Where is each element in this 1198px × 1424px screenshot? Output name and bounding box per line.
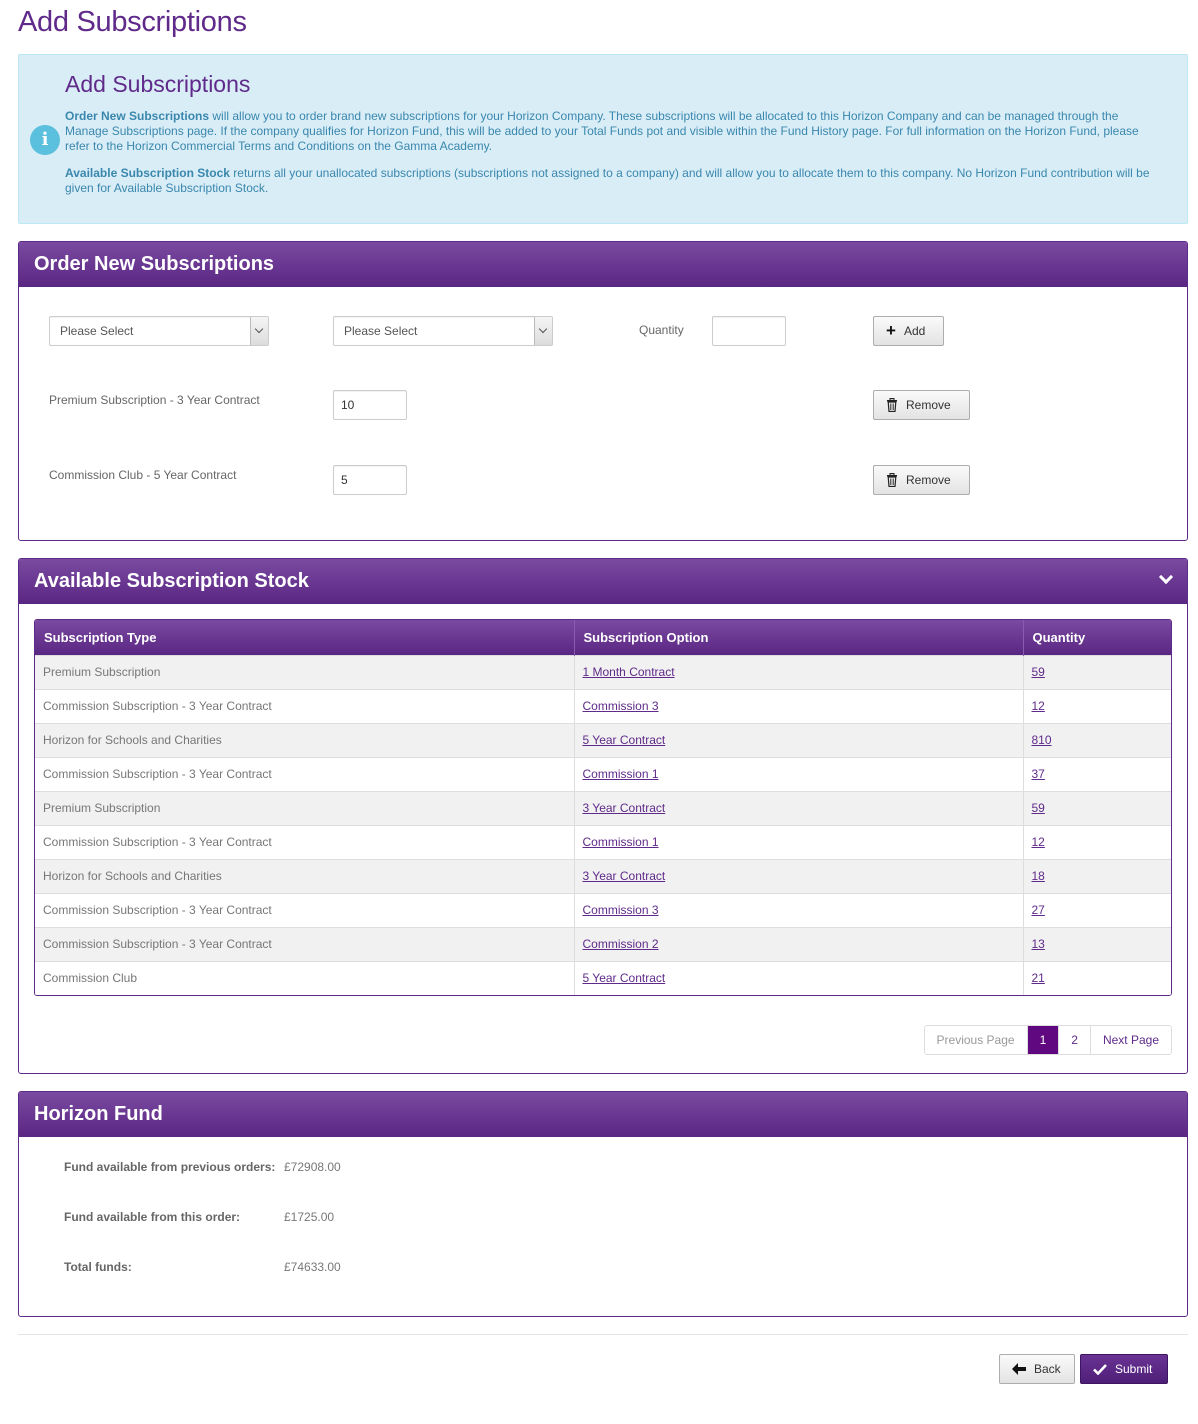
order-item-name: Commission Club - 5 Year Contract [49, 468, 237, 482]
quantity-link[interactable]: 59 [1031, 665, 1045, 679]
column-header-option: Subscription Option [574, 620, 1023, 655]
info-title: Add Subscriptions [65, 71, 251, 97]
stock-panel-header [19, 559, 1187, 604]
info-alert [18, 54, 1188, 224]
table-row [35, 757, 1171, 791]
quantity-label: Quantity [639, 323, 684, 337]
back-button[interactable] [999, 1354, 1075, 1384]
info-order-text: will allow you to order brand new subscriptions for your Horizon Company. These subscriptions will be allocated to this Horizon Company and can be managed through the Manage Subscriptions page. If the company qualifies for Horizon Fund, this will be added to your Total Funds pot and visible within the Fund History page. For full information on the Horizon Fund, please refer to the Horizon Commercial Terms and Conditions on the Gamma Academy. [65, 109, 1139, 153]
chevron-down-icon [250, 317, 268, 345]
option-link[interactable]: Commission 3 [582, 903, 659, 917]
add-button-label: Add [903, 324, 926, 338]
quantity-link[interactable]: 810 [1031, 733, 1052, 747]
quantity-link[interactable]: 27 [1031, 903, 1045, 917]
plus-icon: + [886, 321, 896, 340]
option-link[interactable]: 3 Year Contract [582, 869, 666, 883]
remove-button[interactable] [873, 390, 970, 420]
quantity-link[interactable]: 21 [1031, 971, 1045, 986]
stock-panel [18, 558, 1188, 1074]
fund-total-value: £74633.00 [284, 1260, 341, 1274]
option-link[interactable]: Commission 1 [582, 767, 659, 781]
subscription-type-select[interactable] [49, 316, 269, 346]
option-link[interactable]: Commission 3 [582, 699, 659, 713]
cell-type: Commission Subscription - 3 Year Contract [35, 825, 574, 859]
order-panel-title: Order New Subscriptions [19, 242, 1187, 287]
submit-button[interactable] [1080, 1354, 1168, 1384]
arrow-left-icon [1012, 1363, 1026, 1375]
subscription-option-select[interactable] [333, 316, 553, 346]
submit-button-label: Submit [1115, 1362, 1153, 1376]
fund-this-order-value: £1725.00 [284, 1210, 335, 1224]
quantity-link[interactable]: 59 [1031, 801, 1045, 815]
info-stock-text: returns all your unallocated subscriptions (subscriptions not assigned to a company) and will allow you to allocate them to this company. No Horizon Fund contribution will be given for Available Subscription Stock. [65, 166, 1150, 195]
chevron-down-icon [534, 317, 552, 345]
info-paragraph-order [65, 109, 1155, 154]
fund-this-order-label: Fund available from this order: [64, 1210, 241, 1224]
stock-panel-title: Available Subscription Stock [34, 570, 309, 592]
pagination [924, 1025, 1172, 1055]
option-link[interactable]: 5 Year Contract [582, 971, 666, 986]
order-panel [18, 241, 1188, 541]
cell-type: Commission Subscription - 3 Year Contract [35, 893, 574, 927]
table-row [35, 825, 1171, 859]
quantity-link[interactable]: 12 [1031, 699, 1045, 713]
fund-total-label: Total funds: [64, 1260, 132, 1274]
page-title: Add Subscriptions [18, 6, 247, 38]
cell-type: Commission Subscription - 3 Year Contract [35, 927, 574, 961]
cell-type: Horizon for Schools and Charities [35, 723, 574, 757]
remove-button-label: Remove [906, 473, 951, 487]
table-row [35, 723, 1171, 757]
quantity-link[interactable]: 13 [1031, 937, 1045, 951]
stock-table [34, 619, 1172, 996]
table-row [35, 893, 1171, 927]
cell-type: Horizon for Schools and Charities [35, 859, 574, 893]
previous-page-button[interactable]: Previous Page [925, 1026, 1028, 1054]
remove-button-label: Remove [906, 398, 951, 412]
option-link[interactable]: 3 Year Contract [582, 801, 666, 815]
info-stock-strong: Available Subscription Stock [65, 166, 230, 180]
order-item-quantity-input[interactable]: 10 [333, 390, 407, 420]
quantity-link[interactable]: 18 [1031, 869, 1045, 883]
option-link[interactable]: 1 Month Contract [582, 665, 675, 679]
order-item-name: Premium Subscription - 3 Year Contract [49, 393, 260, 407]
info-order-strong: Order New Subscriptions [65, 109, 210, 123]
table-row [35, 961, 1171, 995]
trash-icon [886, 398, 898, 412]
cell-type: Premium Subscription [35, 791, 574, 825]
subscription-type-select-value: Please Select [60, 324, 134, 338]
table-row [35, 927, 1171, 961]
table-row [35, 689, 1171, 723]
page-2-button[interactable]: 2 [1059, 1026, 1091, 1054]
option-link[interactable]: Commission 1 [582, 835, 659, 849]
remove-button[interactable] [873, 465, 970, 495]
table-row [35, 859, 1171, 893]
fund-panel [18, 1091, 1188, 1317]
cell-type: Commission Club [35, 961, 574, 995]
trash-icon [886, 473, 898, 487]
option-link[interactable]: 5 Year Contract [582, 733, 666, 747]
column-header-type: Subscription Type [35, 620, 574, 655]
column-header-quantity: Quantity [1023, 620, 1171, 655]
fund-previous-label: Fund available from previous orders: [64, 1160, 276, 1174]
quantity-input[interactable] [712, 316, 786, 346]
fund-previous-value: £72908.00 [284, 1160, 341, 1174]
next-page-button[interactable]: Next Page [1091, 1026, 1171, 1054]
info-icon: i [30, 125, 60, 155]
cell-type: Premium Subscription [35, 655, 574, 689]
table-header-row [35, 620, 1171, 655]
back-button-label: Back [1034, 1362, 1061, 1376]
quantity-link[interactable]: 37 [1031, 767, 1045, 781]
fund-panel-title: Horizon Fund [19, 1092, 1187, 1137]
quantity-link[interactable]: 12 [1031, 835, 1045, 849]
table-row [35, 655, 1171, 689]
chevron-down-icon[interactable] [1159, 570, 1173, 584]
table-row [35, 791, 1171, 825]
cell-type: Commission Subscription - 3 Year Contract [35, 757, 574, 791]
info-paragraph-stock [65, 166, 1155, 196]
order-item-quantity-input[interactable]: 5 [333, 465, 407, 495]
cell-type: Commission Subscription - 3 Year Contract [35, 689, 574, 723]
option-link[interactable]: Commission 2 [582, 937, 659, 951]
divider [18, 1334, 1188, 1335]
checkmark-icon [1093, 1363, 1107, 1375]
add-button[interactable] [873, 316, 944, 346]
page-1-button[interactable]: 1 [1028, 1026, 1060, 1054]
subscription-option-select-value: Please Select [344, 324, 418, 338]
